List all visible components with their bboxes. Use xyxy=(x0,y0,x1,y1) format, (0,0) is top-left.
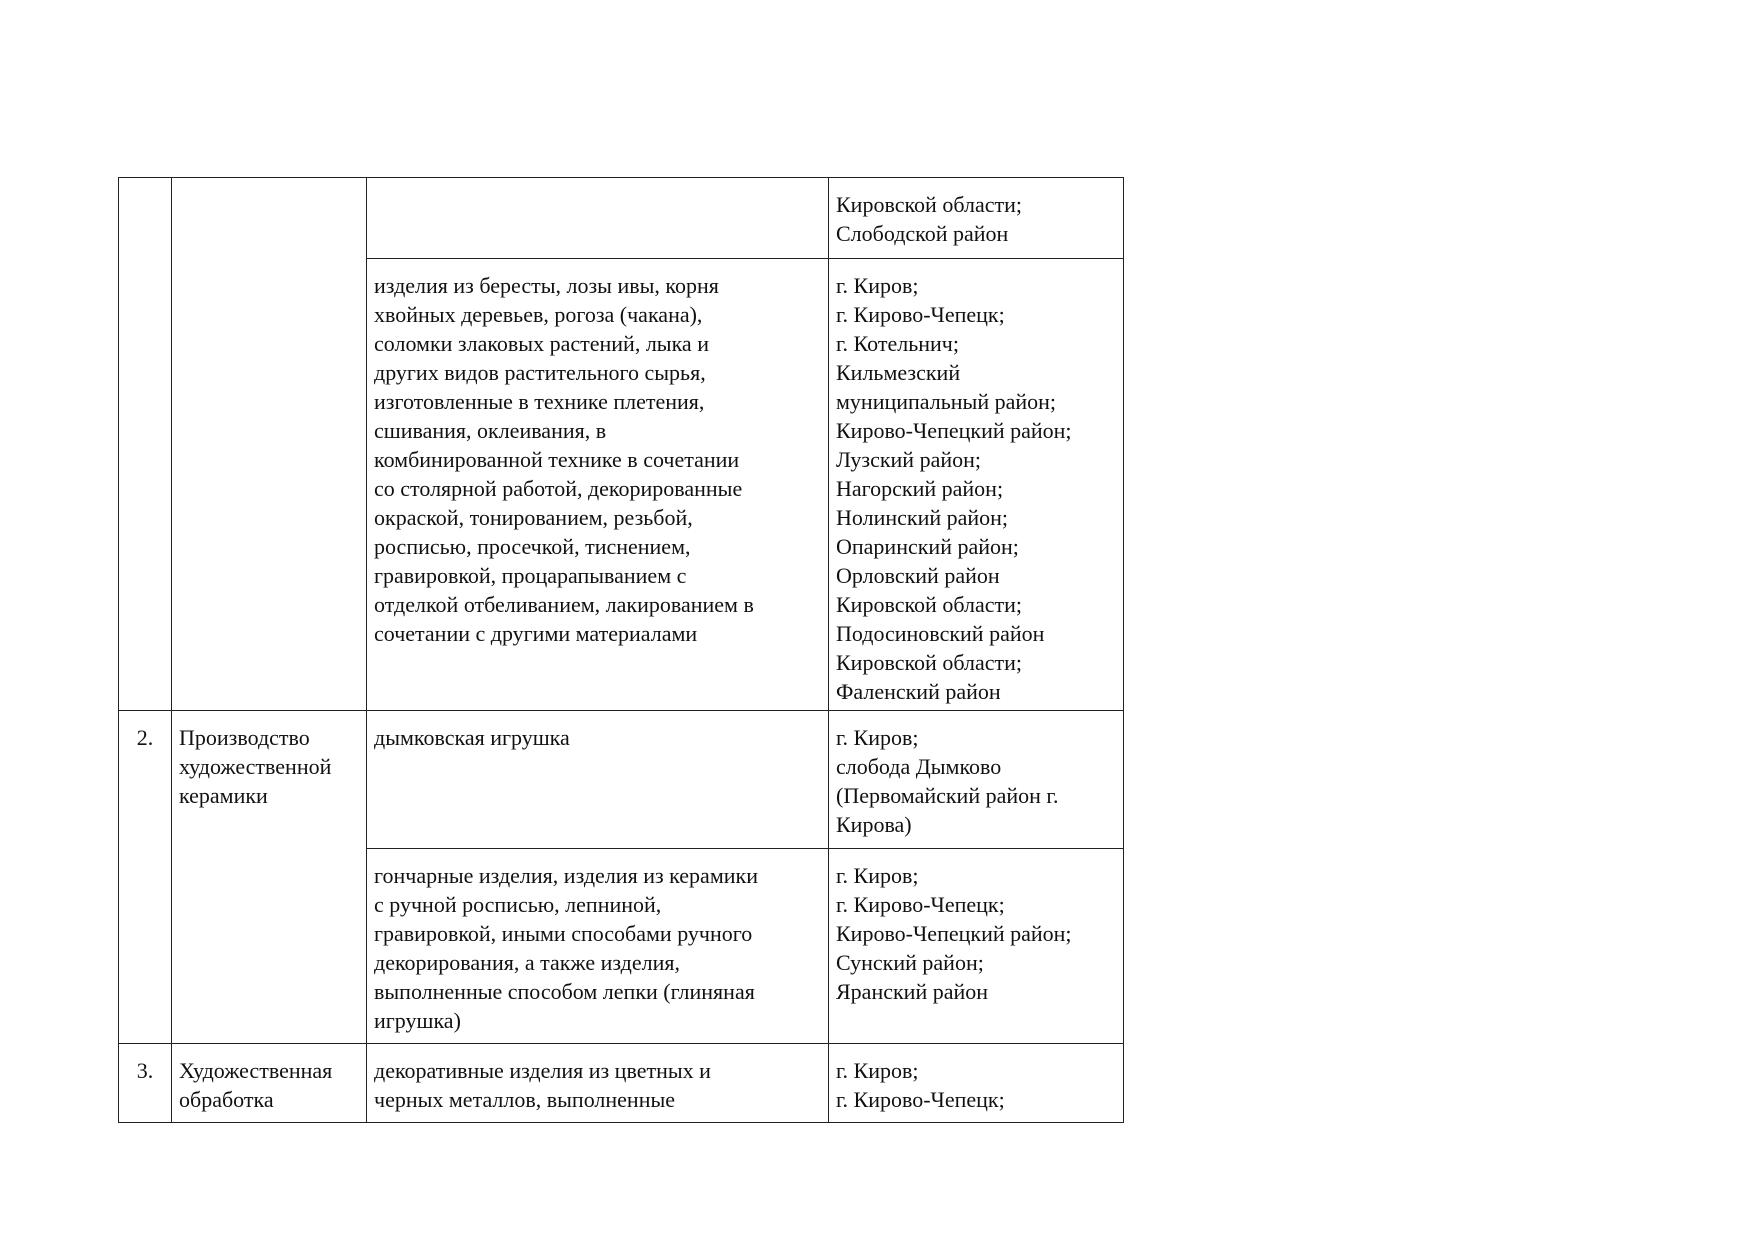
craft-cell: Художественная обработка xyxy=(172,1044,367,1123)
row-number: 2. xyxy=(119,711,172,1044)
products-cell: декоративные изделия из цветных и черных металлов, выполненные xyxy=(367,1044,829,1123)
locations-cell: г. Киров; слобода Дымково (Первомайский район г. Кирова) xyxy=(829,711,1124,849)
row-number xyxy=(119,178,172,711)
locations-cell: Кировской области; Слободской район xyxy=(829,178,1124,259)
locations-cell: г. Киров; г. Кирово-Чепецк; Кирово-Чепецкий район; Сунский район; Яранский район xyxy=(829,849,1124,1044)
products-cell xyxy=(367,178,829,259)
products-cell: изделия из бересты, лозы ивы, корня хвойных деревьев, рогоза (чакана), соломки злаковых растений, лыка и других видов растительного сырья, изготовленные в технике плетения, сшивания, оклеивания, в комбинированной технике в сочетании со столярной работой, декорированные окраской, тонированием, резьбой, росписью, просечкой, тиснением, гравировкой, процарапыванием с отделкой отбеливанием, лакированием в сочетании с другими материалами xyxy=(367,259,829,711)
row-number: 3. xyxy=(119,1044,172,1123)
locations-cell: г. Киров; г. Кирово-Чепецк; xyxy=(829,1044,1124,1123)
table-row xyxy=(119,711,1124,849)
products-cell: дымковская игрушка xyxy=(367,711,829,849)
crafts-table xyxy=(118,177,1124,1123)
craft-cell: Производство художественной керамики xyxy=(172,711,367,1044)
table-row xyxy=(119,178,1124,259)
craft-cell xyxy=(172,178,367,711)
table-row xyxy=(119,1044,1124,1123)
locations-cell: г. Киров; г. Кирово-Чепецк; г. Котельнич; Кильмезский муниципальный район; Кирово-Чепецкий район; Лузский район; Нагорский район; Нолинский район; Опаринский район; Орловский район Кировской области; Подосиновский район Кировской области; Фаленский район xyxy=(829,259,1124,711)
products-cell: гончарные изделия, изделия из керамики с ручной росписью, лепниной, гравировкой, иными способами ручного декорирования, а также изделия, выполненные способом лепки (глиняная игрушка) xyxy=(367,849,829,1044)
